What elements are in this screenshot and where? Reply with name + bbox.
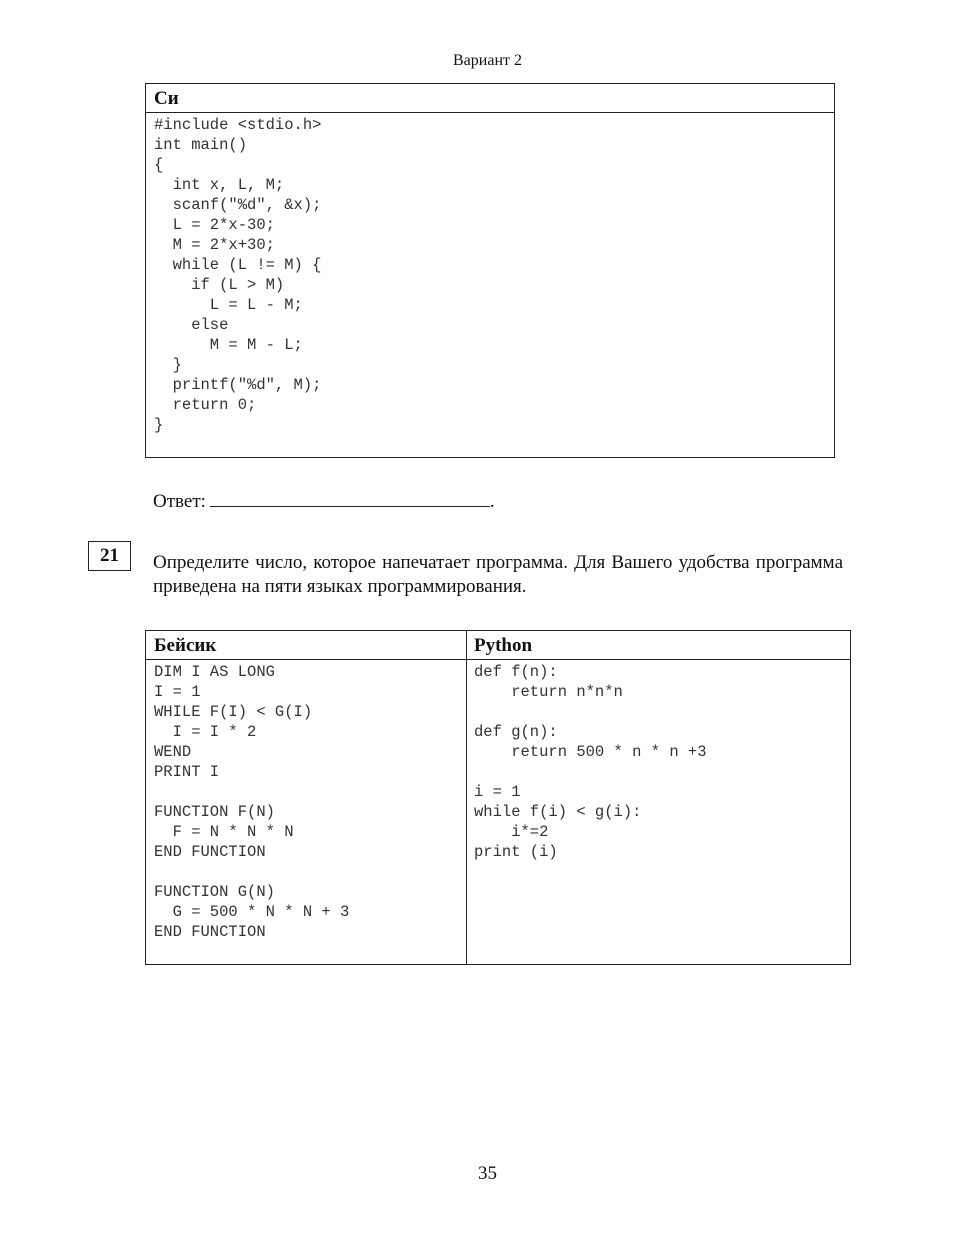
- basic-column: [146, 631, 467, 964]
- basic-title: Бейсик: [146, 631, 466, 660]
- c-code-listing: #include <stdio.h> int main() { int x, L, M; scanf("%d", &x); L = 2*x-30; M = 2*x+30; while (L != M) { if (L > M) L = L - M; else M = M - L; } printf("%d", M); return 0; }: [154, 116, 322, 434]
- python-code-listing: def f(n): return n*n*n def g(n): return 500 * n * n +3 i = 1 while f(i) < g(i): i*=2 print (i): [474, 663, 707, 861]
- page-number: 35: [478, 1163, 497, 1184]
- task-text: Определите число, которое напечатает программа. Для Вашего удобства программа приведена на пяти языках программирования.: [153, 552, 843, 597]
- code-table: [145, 630, 851, 965]
- python-column: [466, 631, 850, 964]
- answer-label: Ответ:: [153, 491, 206, 512]
- answer-blank-line: [210, 486, 490, 507]
- answer-suffix: .: [489, 491, 495, 512]
- c-code-title: Си: [146, 84, 834, 113]
- page-header: Вариант 2: [453, 52, 522, 69]
- python-title: Python: [466, 631, 850, 660]
- c-code-block: [145, 83, 835, 458]
- answer-row: [153, 486, 495, 513]
- task-number-badge: 21: [88, 541, 131, 571]
- basic-code-listing: DIM I AS LONG I = 1 WHILE F(I) < G(I) I = I * 2 WEND PRINT I FUNCTION F(N) F = N * N * N END FUNCTION FUNCTION G(N) G = 500 * N * N + 3 END FUNCTION: [154, 663, 350, 941]
